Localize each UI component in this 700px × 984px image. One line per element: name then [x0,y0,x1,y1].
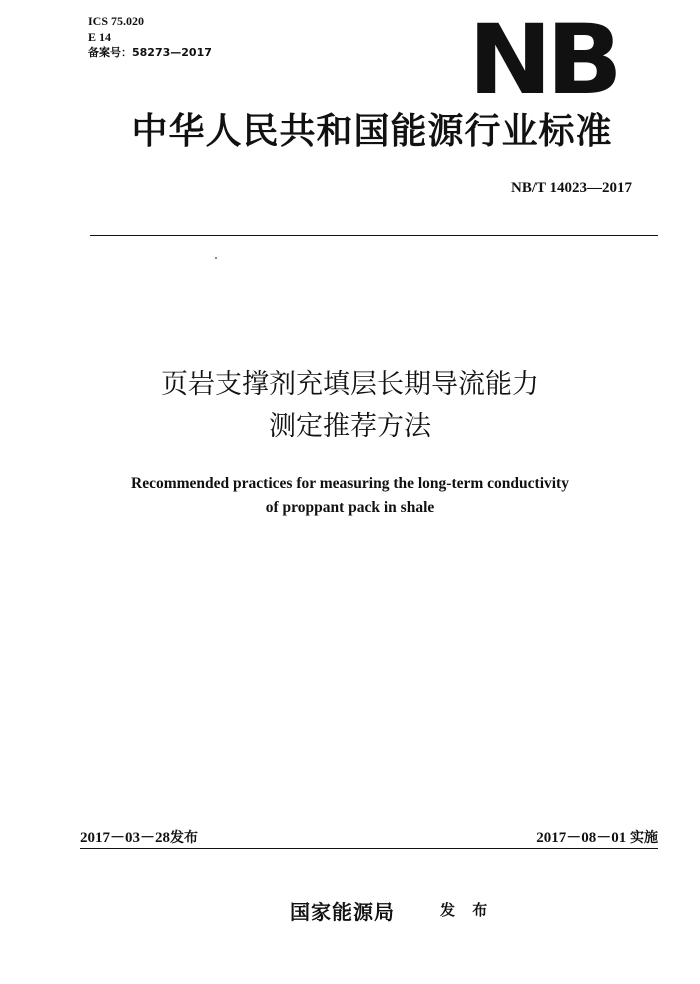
issuing-authority: 国家能源局 [290,900,395,924]
implement-date-block [536,826,658,847]
title-en-line2: of proppant pack in shale [265,499,435,516]
top-divider [90,235,658,236]
publish-label: 发布 [170,830,199,846]
implement-label: 实施 [630,830,658,846]
issue-word: 发 布 [440,901,494,919]
nb-logo: NB [468,4,617,116]
title-cn-line2: 测定推荐方法 [269,411,431,442]
standard-number: NB/T 14023—2017 [511,180,632,196]
speck [215,257,217,259]
standard-category-title: 中华人民共和国能源行业标准 [131,110,613,152]
classification-code: E 14 [88,30,112,44]
title-en-line1: Recommended practices for measuring the long-term conductivity [131,475,569,492]
filing-number: 备案号：58273—2017 [88,46,212,59]
publish-date-block [80,826,198,847]
title-cn-line1: 页岩支撑剂充填层长期导流能力 [161,369,539,400]
bottom-divider [80,848,658,849]
implement-date: 2017－08－01 [536,830,627,846]
ics-code: ICS 75.020 [88,14,145,28]
publish-date: 2017－03－28 [80,830,171,846]
